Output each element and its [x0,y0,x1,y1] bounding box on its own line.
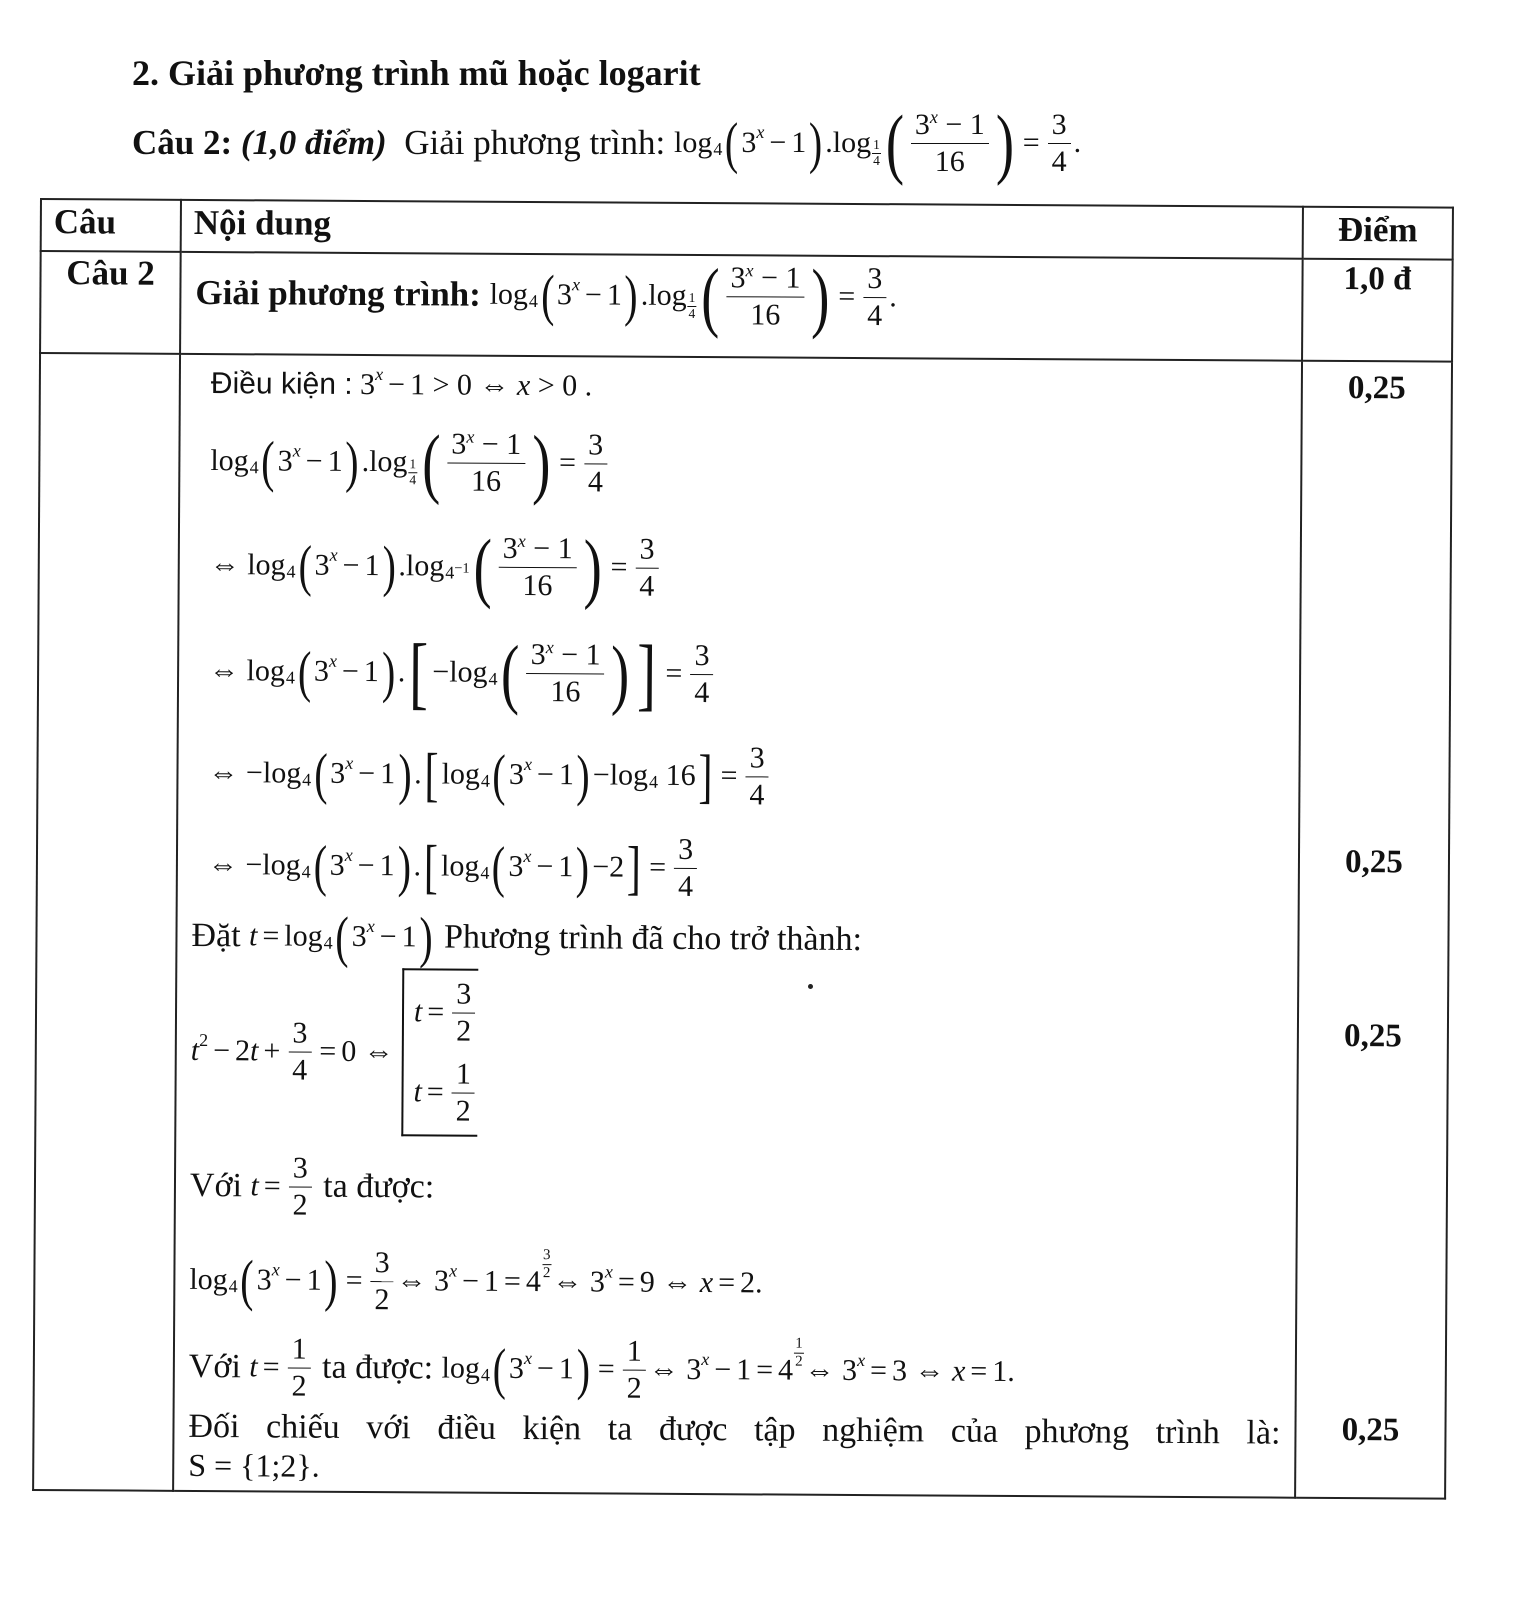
question-prompt: Giải phương trình: [404,123,666,162]
row-question-content [180,252,1303,361]
condition-label: Điều kiện : [210,367,353,401]
row-solution-scores [1295,361,1452,1499]
header-cau: Câu [41,199,181,252]
case-1-label: Với [189,1166,243,1205]
step-5: ⇔ −log 4 ( 3 x − 1 ) . [ log 4 ( 3 x − 1 ) −2 ] = $\frac{3}{4}$ [192,821,1285,916]
case-1-after: ta được: [323,1167,435,1206]
question-line [132,99,1082,186]
step-2: ⇔ log 4 ( 3 x − 1 ) .log $4^{-1}$ ( $\frac{3^x - 1}{16}$ ) = $\frac{3}{4}$ [193,513,1286,624]
solution-set: S = {1;2}. [188,1447,320,1484]
quadratic-line: t 2 − 2 t + $\frac{3}{4}$ = 0 ⇔ t = $\frac{3}{2}$ t = $\frac{1}{2}$ [190,963,1283,1146]
header-noi-dung: Nội dung [181,200,1303,259]
solution-table [32,198,1454,1500]
row-solution-content [173,354,1302,1498]
case-1-line: Với t = $\frac{3}{2}$ ta được: [189,1151,435,1222]
row-question-prompt: Giải phương trình: [195,272,481,314]
question-points: (1,0 điểm) [240,123,387,162]
step-1: log 4 ( 3 x − 1 ) .log 1 4 ( $\frac{3^x - 1}{16}$ ) = $\frac{3}{4}$ [194,409,1287,520]
case-2-line: Với t = $\frac{1}{2}$ ta được: log 4 ( 3 x − 1 ) = $\frac{1}{2}$ ⇔ 3 x − 1 = 4 $\frac{1}{2}$ ⇔ 3 x = 3 ⇔ x = 1. [188,1332,1015,1405]
solution-cases: t = $\frac{3}{2}$ t = $\frac{1}{2}$ [401,968,478,1136]
table-row-question [40,251,1453,362]
table-header-row [41,199,1453,260]
question-equation: log 4 ( 3 x − 1 ) .log 1 4 ( $\frac{3^x - 1}{16}$ ) = $\frac{3}{4}$ . [674,99,1082,186]
condition-line: Điều kiện : 3 x − 1 > 0 ⇔ x > 0 . [210,363,593,403]
case-2-label: Với [188,1347,241,1386]
table-row-solution [33,353,1452,1499]
conclusion-text: Đối chiếu với điều kiện ta được tập nghiệm của phương trình là: [188,1407,1281,1452]
row-question-equation: log 4 ( 3 x − 1 ) .log 1 4 ( $\frac{3^x - 1}{16}$ ) = $\frac{3}{4}$ . [489,252,897,340]
score-3: 0,25 [1343,1017,1402,1055]
row-solution-cau [33,353,180,1491]
question-label: Câu 2: [132,123,233,162]
substitution-label: Đặt [191,916,241,955]
row-question-cau: Câu 2 [40,251,181,354]
step-4: ⇔ −log 4 ( 3 x − 1 ) . [ log 4 ( 3 x − 1 ) −log 4 16 ] = $\frac{3}{4}$ [192,725,1285,828]
score-1: 0,25 [1347,369,1406,407]
score-4: 0,25 [1341,1411,1400,1449]
step-3: ⇔ log 4 ( 3 x − 1 ) . [ −log 4 ( $\frac{3^x - 1}{16}$ ) ] = $\frac{3}{4}$ [193,617,1286,732]
case-1-computation: log 4 ( 3 x − 1 ) = $\frac{3}{2}$ ⇔ 3 x − 1 = 4 $\frac{3}{2}$ ⇔ 3 x = 9 ⇔ x = 2. [189,1246,763,1316]
header-diem: Điểm [1303,207,1453,260]
substitution-after: Phương trình đã cho trở thành: [443,918,863,959]
score-2: 0,25 [1344,843,1403,881]
section-title: 2. Giải phương trình mũ hoặc logarit [132,53,701,93]
row-question-points: 1,0 đ [1302,259,1453,362]
stray-dot [808,984,813,989]
substitution-line: Đặt t = log 4 ( 3 x − 1 ) Phương trình đã cho trở thành: [191,905,863,969]
case-2-after: ta được: [321,1348,434,1387]
